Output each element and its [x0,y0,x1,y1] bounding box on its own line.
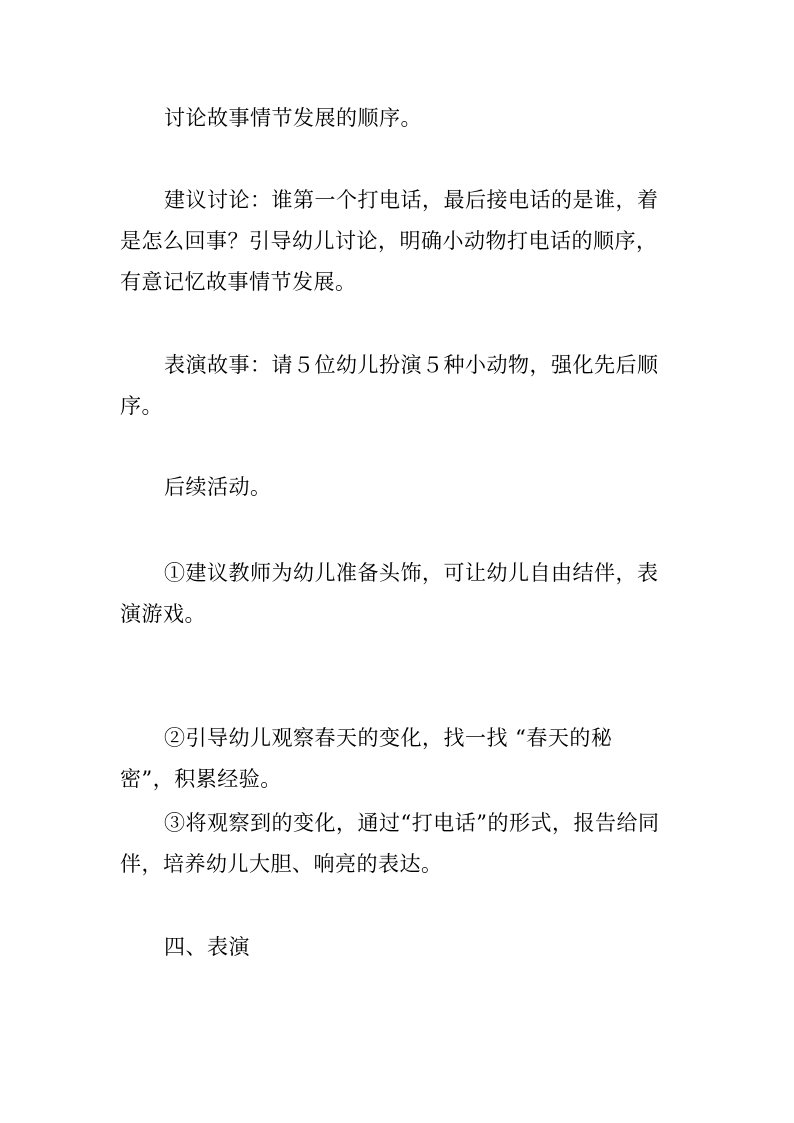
section-heading-performance: 四、表演 [164,935,250,959]
paragraph-activity-phone-report: ③将观察到的变化，通过“打电话”的形式，报告给同伴，培养幼儿大胆、响亮的表达。 [120,811,660,876]
paragraph-activity-spring: ②引导幼儿观察春天的变化，找一找 “春天的秘密”，积累经验。 [120,726,613,791]
paragraph-discussion-order: 讨论故事情节发展的顺序。 [164,106,422,130]
paragraph-perform-story: 表演故事：请５位幼儿扮演５种小动物，强化先后顺序。 [120,353,659,418]
paragraph-suggested-discussion: 建议讨论：谁第一个打电话，最后接电话的是谁，着是怎么回事？引导幼儿讨论，明确小动物打电话的顺序，有意记忆故事情节发展。 [120,188,659,294]
paragraph-activity-headwear: ①建议教师为幼儿准备头饰，可让幼儿自由结伴，表演游戏。 [120,561,659,626]
paragraph-follow-up-activity: 后续活动。 [164,475,272,499]
